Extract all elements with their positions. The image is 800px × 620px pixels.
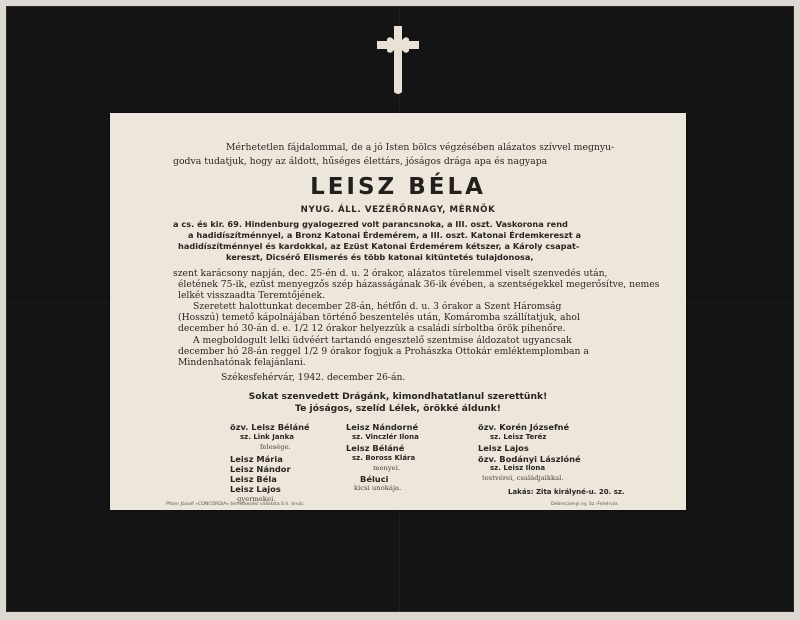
body-line-7: A megboldogult lelki üdvéért tartandó engesztelő szentmise áldozatot ugyancsak (193, 335, 572, 346)
body-line-9: Mindenhatónak felajánlani. (178, 357, 306, 368)
body-line-1: szent karácsony napján, dec. 25-én d. u. 2 órakor, alázatos türelemmel viselt szenvedés után, (173, 268, 608, 279)
honors-line-4: kereszt, Dicsérő Elismerés és több katonai kitüntetés tulajdonosa, (226, 252, 534, 262)
signatory-daughter-in-law-1: Leisz Nándorné (346, 422, 419, 432)
signatory-grandchild: Béluci (360, 474, 389, 484)
signatory-child-3: Leisz Béla (230, 474, 277, 484)
body-line-6: december hó 30-án d. e. 1/2 12 órakor helyezzük a családi sírboltba örök pihenőre. (178, 323, 566, 334)
deceased-name: LEISZ BÉLA (310, 174, 486, 200)
relation-children: gyermekei. (237, 495, 276, 503)
honors-line-2: a hadidíszítménnyel, a Bronz Katonai Érdemérem, a III. oszt. Katonai Érdemkereszt a (188, 230, 582, 240)
signatory-sibling-2: Leisz Lajos (478, 443, 529, 453)
intro-line-1: Mérhetetlen fájdalommal, de a jó Isten bölcs végzésében alázatos szívvel megnyu- (226, 142, 615, 153)
honors-line-1: a cs. és kir. 69. Hindenburg gyalogezred volt parancsnoka, a III. oszt. Vaskorona rend (173, 219, 568, 229)
notice-paper (110, 113, 686, 510)
honors-line-3: hadidíszítménnyel és kardokkal, az Ezüst Katonai Érdemérem kétszer, a Károly csapat- (178, 241, 580, 251)
body-line-3: lelkét visszaadta Teremtőjének. (178, 290, 325, 301)
intro-line-2: godva tudatjuk, hogy az áldott, hűséges élettárs, jóságos drága apa és nagyapa (173, 156, 548, 167)
signatory-daughter-in-law-2-maiden: sz. Boross Klára (352, 454, 416, 462)
signatory-daughter-in-law-2: Leisz Béláné (346, 443, 405, 453)
place-date: Székesfehérvár, 1942. december 26-án. (221, 372, 406, 383)
body-line-2: életének 75-ik, ezüst menyegzős szép házasságának 36-ik évében, a szentségekkel megerősítve, nemes (178, 279, 660, 290)
signatory-widow-maiden: sz. Link Janka (240, 433, 294, 441)
printer-credit: Pfann József »CONCORDIA« temetkezési vállalata S h. érvár. (166, 502, 305, 507)
signatory-sibling-1: özv. Korén Józsefné (478, 422, 570, 432)
signatory-child-4: Leisz Lajos (230, 484, 281, 494)
farewell-line-2: Te jóságos, szelíd Lélek, örökké áldunk! (295, 403, 501, 414)
relation-daughters-in-law: menyei. (373, 464, 401, 472)
relation-wife: felesége. (260, 443, 291, 451)
farewell-line-1: Sokat szenvedett Drágánk, kimondhatatlanul szerettünk! (248, 391, 548, 402)
print-imprint: Debreczenyi ny. Sz.-Fehérvár. (551, 502, 619, 507)
relation-grandchild: kicsi unokája. (354, 484, 402, 492)
body-line-8: december hó 28-án reggel 1/2 9 órakor fogjuk a Prohászka Ottokár emléktemplomban a (178, 346, 589, 357)
home-address: Lakás: Zita királyné-u. 20. sz. (508, 488, 625, 496)
body-line-4: Szeretett halottunkat december 28-án, hétfőn d. u. 3 órakor a Szent Háromság (193, 301, 562, 312)
signatory-sibling-3-maiden: sz. Leisz Ilona (490, 464, 546, 472)
signatory-child-1: Leisz Mária (230, 454, 283, 464)
relation-siblings: testvérei, családjaikkal. (482, 474, 564, 482)
deceased-rank: NYUG. ÁLL. VEZÉRŐRNAGY, MÉRNÖK (300, 205, 496, 215)
signatory-sibling-3: özv. Bodányi Lászlóné (478, 454, 581, 464)
signatory-child-2: Leisz Nándor (230, 464, 291, 474)
signatory-sibling-1-maiden: sz. Leisz Teréz (490, 433, 547, 441)
signatory-widow: özv. Leisz Béláné (230, 422, 310, 432)
cross-icon (375, 24, 421, 96)
signatory-daughter-in-law-1-maiden: sz. Vinczlér Ilona (352, 433, 419, 441)
body-line-5: (Hosszú) temető kápolnájában történő beszentelés után, Komáromba szállítatjuk, ahol (178, 312, 580, 323)
